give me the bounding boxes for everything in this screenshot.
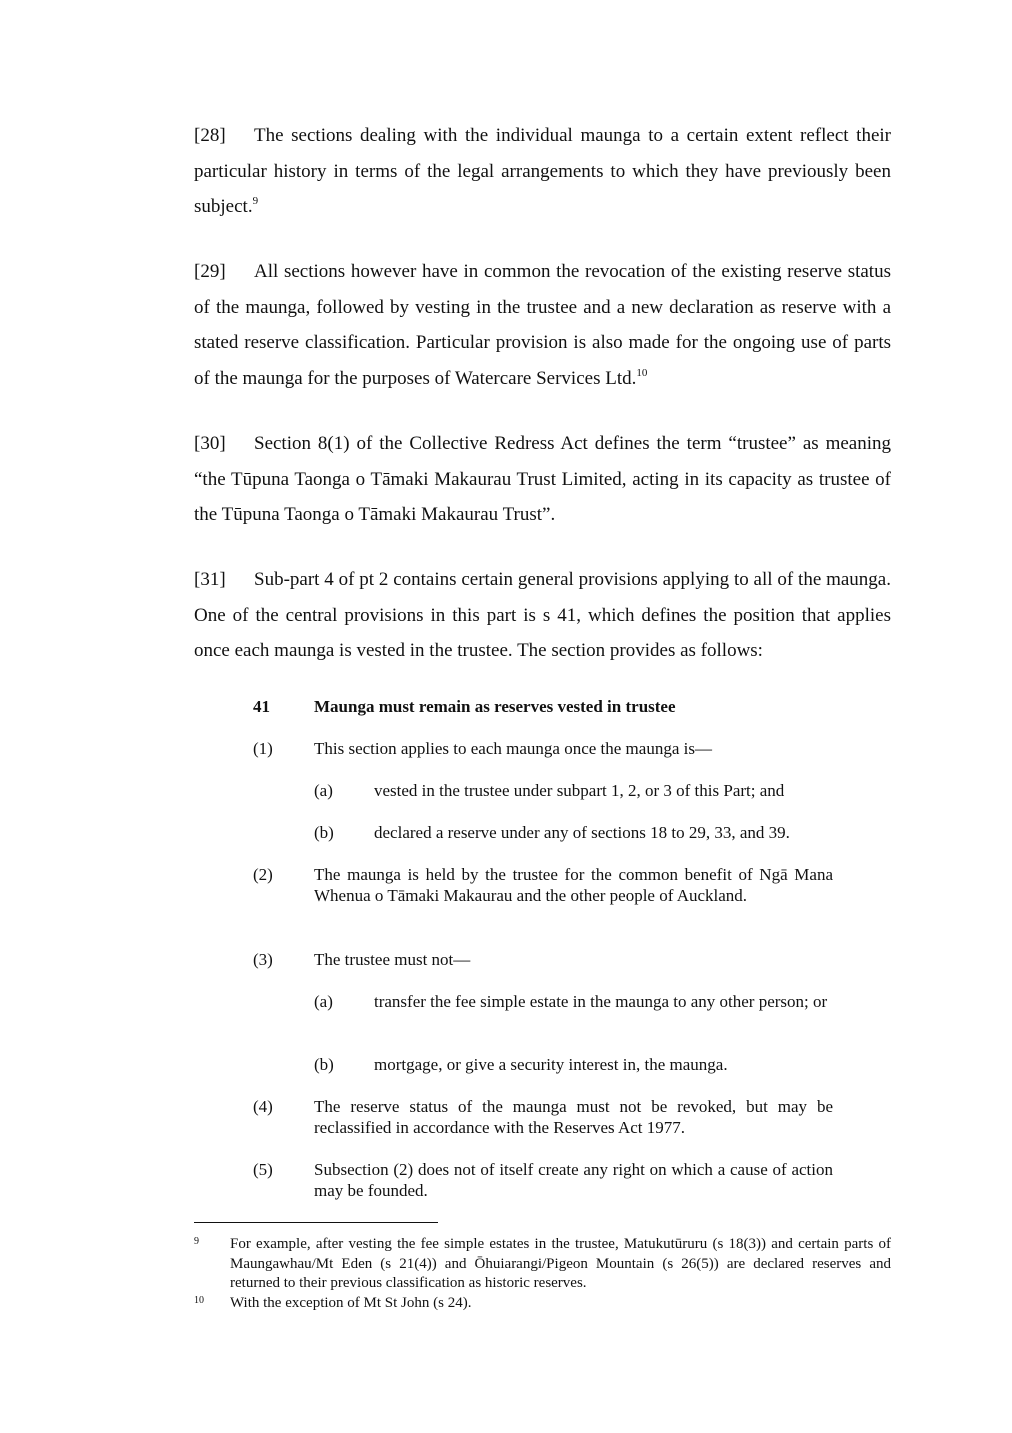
- item-text: The trustee must not—: [314, 950, 471, 969]
- item-text: Subsection (2) does not of itself create any right on which a cause of action may be founded.: [314, 1160, 833, 1200]
- paragraph-text: Sub-part 4 of pt 2 contains certain general provisions applying to all of the maunga. One of the central provisions in this part is s 41, which defines the position that applies once each maunga is vested in the trustee. The section provides as follows:: [194, 569, 891, 661]
- item-text: transfer the fee simple estate in the maunga to any other person; or: [374, 992, 828, 1011]
- footnote-text: For example, after vesting the fee simple estates in the trustee, Matukutūruru (s 18(3)) and certain parts of Maungawhau/Mt Eden (s 21(4)) and Ōhuiarangi/Pigeon Mountain (s 26(5)) are declared reserves and returned to their previous classification as historic reserves.: [230, 1236, 891, 1291]
- item-number: (2): [253, 865, 273, 884]
- item-text: mortgage, or give a security interest in, the maunga.: [374, 1055, 728, 1074]
- item-number: (a): [314, 781, 333, 800]
- paragraph-text: Section 8(1) of the Collective Redress Act defines the term “trustee” as meaning “the Tūpuna Taonga o Tāmaki Makaurau Trust Limited, acting in its capacity as trustee of the Tūpuna Taonga o Tāmaki Makaurau Trust”.: [194, 433, 891, 525]
- paragraph-text: The sections dealing with the individual maunga to a certain extent reflect their particular history in terms of the legal arrangements to which they have previously been subject.: [194, 125, 891, 217]
- item-text: declared a reserve under any of sections 18 to 29, 33, and 39.: [374, 823, 790, 842]
- paragraph-number: [31]: [194, 569, 226, 590]
- footnote-ref[interactable]: 10: [636, 366, 648, 379]
- item-number: (a): [314, 992, 333, 1011]
- item-text: The maunga is held by the trustee for the common benefit of Ngā Mana Whenua o Tāmaki Makaurau and the other people of Auckland.: [314, 865, 833, 905]
- item-number: (1): [253, 739, 273, 758]
- item-number: (b): [314, 1055, 334, 1074]
- paragraph-number: [29]: [194, 261, 226, 282]
- item-text: vested in the trustee under subpart 1, 2, or 3 of this Part; and: [374, 781, 785, 800]
- item-number: (3): [253, 950, 273, 969]
- item-number: (5): [253, 1160, 273, 1179]
- item-text: This section applies to each maunga once the maunga is—: [314, 739, 712, 758]
- item-number: (b): [314, 823, 334, 842]
- paragraph-number: [30]: [194, 433, 226, 454]
- item-number: (4): [253, 1097, 273, 1116]
- section-title: Maunga must remain as reserves vested in trustee: [314, 697, 676, 716]
- paragraph-number: [28]: [194, 125, 226, 146]
- paragraph-29: [194, 254, 891, 396]
- footnote-number: 10: [194, 1295, 204, 1306]
- paragraph-text: All sections however have in common the revocation of the existing reserve status of the maunga, followed by vesting in the trustee and a new declaration as reserve with a stated reserve classification. Particular provision is also made for the ongoing use of parts of the maunga for the purposes of Watercare Services Ltd.: [194, 261, 891, 389]
- paragraph-28: [194, 118, 891, 225]
- item-text: The reserve status of the maunga must not be revoked, but may be reclassified in accordance with the Reserves Act 1977.: [314, 1097, 833, 1137]
- footnote-ref[interactable]: 9: [252, 195, 259, 207]
- footnote-separator: [194, 1222, 438, 1223]
- footnote-number: 9: [194, 1236, 199, 1247]
- section-number: 41: [253, 697, 270, 716]
- paragraph-31: [194, 562, 891, 669]
- paragraph-30: [194, 426, 891, 533]
- footnote-text: With the exception of Mt St John (s 24).: [230, 1295, 472, 1311]
